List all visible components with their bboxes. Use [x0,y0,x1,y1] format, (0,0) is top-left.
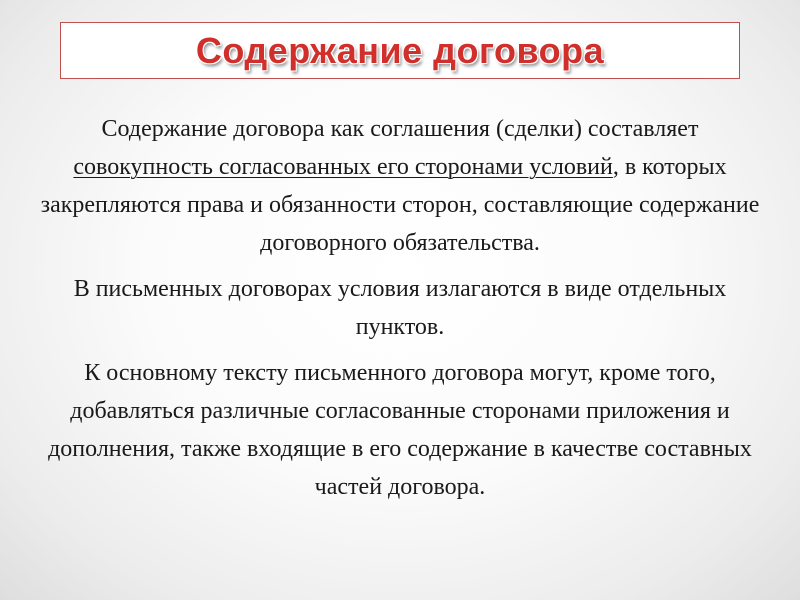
slide-body [40,110,760,514]
paragraph-1 [40,110,760,262]
paragraph-3: К основному тексту письменного договора могут, кроме того, добавляться различные согласованные сторонами приложения и дополнения, также входящие в его содержание в качестве составных частей договора. [48,360,752,500]
paragraph-1-underlined: совокупность согласованных его сторонами условий [73,154,613,180]
slide-title: Содержание договора [195,29,605,71]
slide-title-box [60,22,740,79]
paragraph-1-after: , в которых закрепляются права и обязанности сторон, составляющие содержание договорного обязательства. [40,154,760,256]
paragraph-2: В письменных договорах условия излагаются в виде отдельных пунктов. [73,276,727,340]
paragraph-1-before: Содержание договора как соглашения (сделки) составляет [101,116,699,142]
